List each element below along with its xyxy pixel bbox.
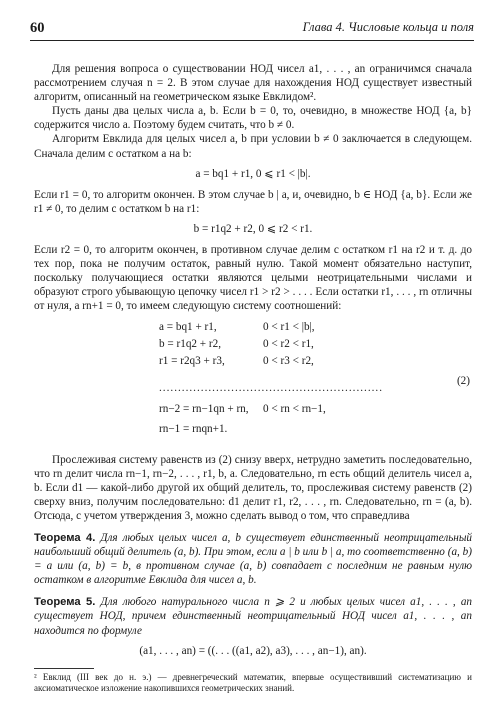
footnote: ² Евклид (III век до н. э.) — древнегреческий математик, впервые осуществивший систематизацию и аксиоматическое изложение накопившихся геометрических знаний. (34, 672, 472, 693)
system-row-right: 0 < r1 < |b|, (263, 320, 315, 333)
equation-system-2 (34, 320, 472, 447)
main-text (34, 62, 472, 665)
equation-number: (2) (456, 374, 470, 387)
equation-second-division: b = r1q2 + r2, 0 ⩽ r2 < r1. (193, 222, 313, 235)
system-row (159, 402, 326, 416)
paragraph-r1: Если r1 = 0, то алгоритм окончен. В этом случае b | a, и, очевидно, b ∈ НОД {a, b}. Если же r1 ≠ 0, то делим с остатком b на r1: (34, 188, 472, 215)
system-row-right: 0 < r2 < r1, (263, 337, 314, 350)
system-row-left: rn−1 = rnqn+1. (159, 422, 228, 435)
system-row-left: a = bq1 + r1, (159, 320, 217, 333)
paragraph-backtrace: Прослеживая систему равенств из (2) снизу вверх, нетрудно заметить последовательно, что rn делит числа rn−1, rn−2, . . . , r1, b, a. Следовательно, rn есть общий делитель чисел a, b. Если d1 — какой-либо другой их общий делитель, то, прослеживая систему равенств (2) сверху вниз, получим последовательно: d1 делит r1, r2, . . . , rn. Следовательно, rn = (a, b). Отсюда, с учетом утверждения 3, можно сделать вывод о том, что справедлива (34, 453, 472, 522)
system-row (159, 337, 314, 351)
theorem-4-text: Для любых целых чисел a, b существует единственный неотрицательный наибольший общий делитель (a, b). При этом, если a | b или b | a, то соответственно (a, b) = a или (a, b) = b, в противном случае (a, b) совпадает с последним не равным нулю остатком в алгоритме Евклида для чисел a, b. (34, 531, 473, 587)
chapter-title: Глава 4. Числовые кольца и поля (302, 20, 474, 34)
paragraph-algorithm: Алгоритм Евклида для целых чисел a, b при условии b ≠ 0 заключается в следующем. Сначала делим с остатком a на b: (34, 133, 472, 160)
theorem-5-text: Для любого натурального числа n ⩾ 2 и любых целых чисел a1, . . . , an существует НОД, причем единственный неотрицательный НОД чисел a1, . . . , an находится по формуле (34, 596, 473, 637)
system-row-left: r1 = r2q3 + r3, (159, 354, 225, 367)
theorem-5 (34, 595, 472, 637)
system-row (159, 422, 227, 436)
system-row (159, 320, 315, 334)
system-row-right: 0 < rn < rn−1, (263, 402, 326, 415)
page-number: 60 (30, 20, 45, 36)
system-row (159, 354, 314, 368)
theorem-5-formula: (a1, . . . , an) = ((. . . ((a1, a2), a3), . . . , an−1), an). (139, 644, 367, 657)
paragraph-two-numbers: Пусть даны два целых числа a, b. Если b = 0, то, очевидно, в множестве НОД {a, b} содержится число a. Поэтому будем считать, что b ≠ 0. (34, 105, 472, 132)
theorem-4 (34, 531, 472, 587)
equation-first-division: a = bq1 + r1, 0 ⩽ r1 < |b|. (195, 167, 311, 180)
theorem-5-label: Теорема 5. (34, 596, 96, 609)
system-row-left: rn−2 = rn−1qn + rn, (159, 402, 249, 415)
theorem-4-label: Теорема 4. (34, 531, 96, 544)
system-row-right: 0 < r3 < r2, (263, 354, 314, 367)
system-row-left: b = r1q2 + r2, (159, 337, 222, 350)
footnote-divider (34, 668, 94, 669)
paragraph-r2: Если r2 = 0, то алгоритм окончен, в противном случае делим с остатком r1 на r2 и т. д. до тех пор, пока не получим остаток, равный нулю. Такой момент обязательно наступит, поскольку получающиеся остатки являются целыми неотрицательными числами и образуют строго убывающую цепочку чисел r1 > r2 > . . . . Если остатки r1, . . . , rn отличны от нуля, а rn+1 = 0, то имеем следующую систему соотношений: (34, 244, 472, 313)
page-header (30, 20, 474, 41)
system-ellipsis-row: ........................................................... (159, 381, 384, 394)
paragraph-intro: Для решения вопроса о существовании НОД чисел a1, . . . , an ограничимся сначала рассмотрением случая n = 2. В этом случае для нахождения НОД существует известный алгоритм, описанный на геометрическом языке Евклидом². (34, 63, 472, 104)
